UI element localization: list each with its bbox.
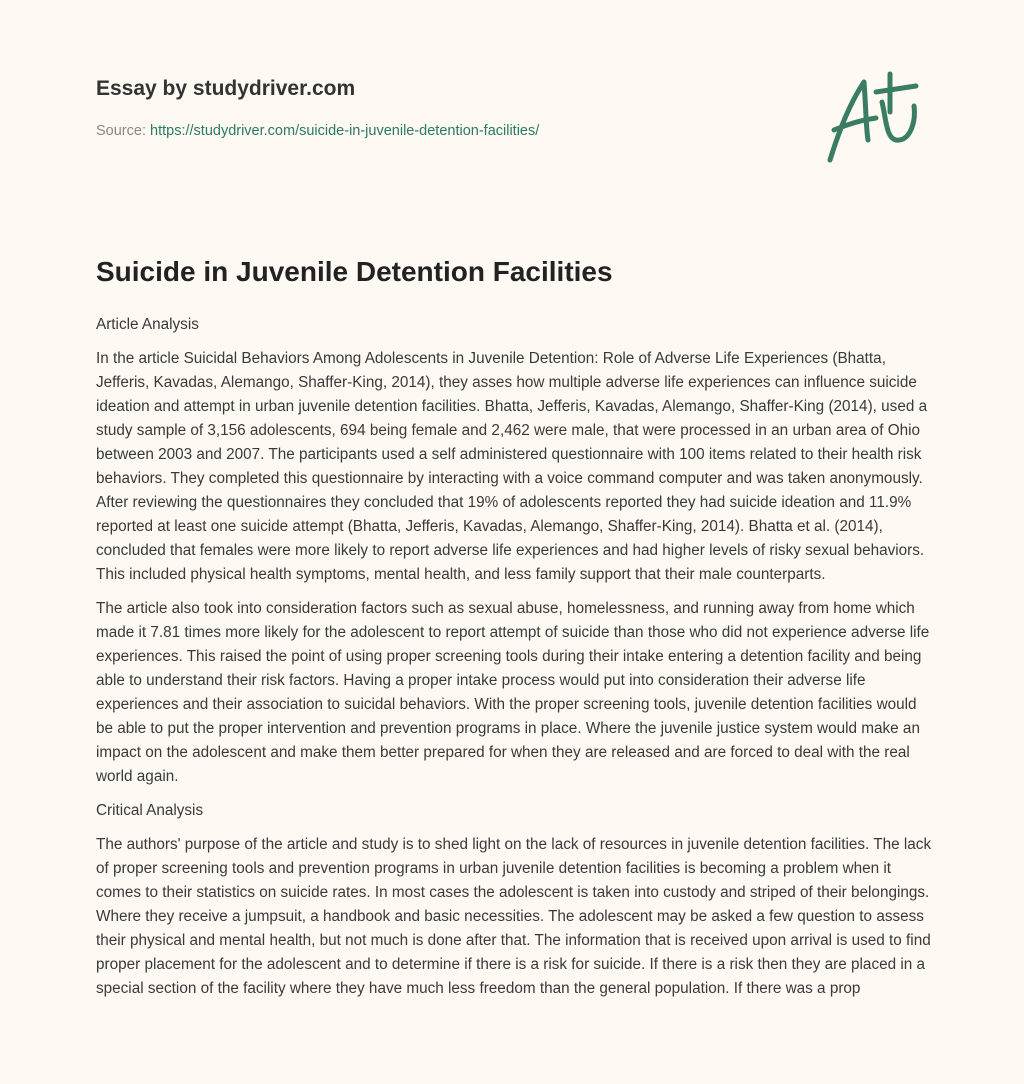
section-heading: Article Analysis — [96, 316, 199, 333]
page-title: Suicide in Juvenile Detention Facilities — [96, 256, 613, 287]
brand-title: Essay by studydriver.com — [96, 77, 356, 100]
essay-body — [96, 313, 932, 1011]
paragraph: In the article Suicidal Behaviors Among Adolescents in Juvenile Detention: Role of Adverse Life Experiences (Bhatta, Jefferis, Kavadas, Alemango, Shaffer-King, 2014), they asses how multiple adverse life experiences can influence suicide ideation and attempt in urban juvenile detention facilities. Bhatta, Jefferis, Kavadas, Alemango, Shaffer-King (2014), used a study sample of 3,156 adolescents, 694 being female and 2,462 were male, that were processed in an urban area of Ohio between 2003 and 2007. The participants used a self administered questionnaire with 100 items related to their health risk behaviors. They completed this questionnaire by interacting with a voice command computer and was taken anonymously. After reviewing the questionnaires they concluded that 19% of adolescents reported they had suicide ideation and 11.9% reported at least one suicide attempt (Bhatta, Jefferis, Kavadas, Alemango, Shaffer-King, 2014). Bhatta et al. (2014), concluded that females were more likely to report adverse life experiences and had higher levels of risky sexual behaviors. This included physical health symptoms, mental health, and less family support that their male counterparts. — [96, 350, 928, 583]
source-link[interactable]: https://studydriver.com/suicide-in-juvenile-detention-facilities/ — [150, 123, 540, 139]
paragraph: The article also took into consideration factors such as sexual abuse, homelessness, and running away from home which made it 7.81 times more likely for the adolescent to report attempt of suicide than those who did not experience adverse life experiences. This raised the point of using proper screening tools during their intake entering a detention facility and being able to understand their risk factors. Having a proper intake process would put into consideration their adverse life experiences and their association to suicidal behaviors. With the proper screening tools, juvenile detention facilities would be able to put the proper intervention and prevention programs in place. Where the juvenile justice system would make an impact on the adolescent and make them better prepared for when they are released and are forced to deal with the real world again. — [96, 600, 930, 785]
section-heading: Critical Analysis — [96, 802, 204, 819]
source-label: Source: — [96, 123, 146, 139]
paragraph: The authors' purpose of the article and study is to shed light on the lack of resources in juvenile detention facilities. The lack of proper screening tools and prevention programs in urban juvenile detention facilities is becoming a problem when it comes to their statistics on suicide rates. In most cases the adolescent is taken into custody and striped of their belongings. Where they receive a jumpsuit, a handbook and basic necessities. The adolescent may be asked a few question to assess their physical and mental health, but not much is done after that. The information that is received upon arrival is used to find proper placement for the adolescent and to determine if there is a risk for suicide. If there is a risk then they are placed in a special section of the facility where they have much less freedom than the general population. If there was a prop — [96, 836, 932, 997]
a-plus-logo-icon — [820, 68, 930, 168]
source-line — [96, 123, 539, 139]
